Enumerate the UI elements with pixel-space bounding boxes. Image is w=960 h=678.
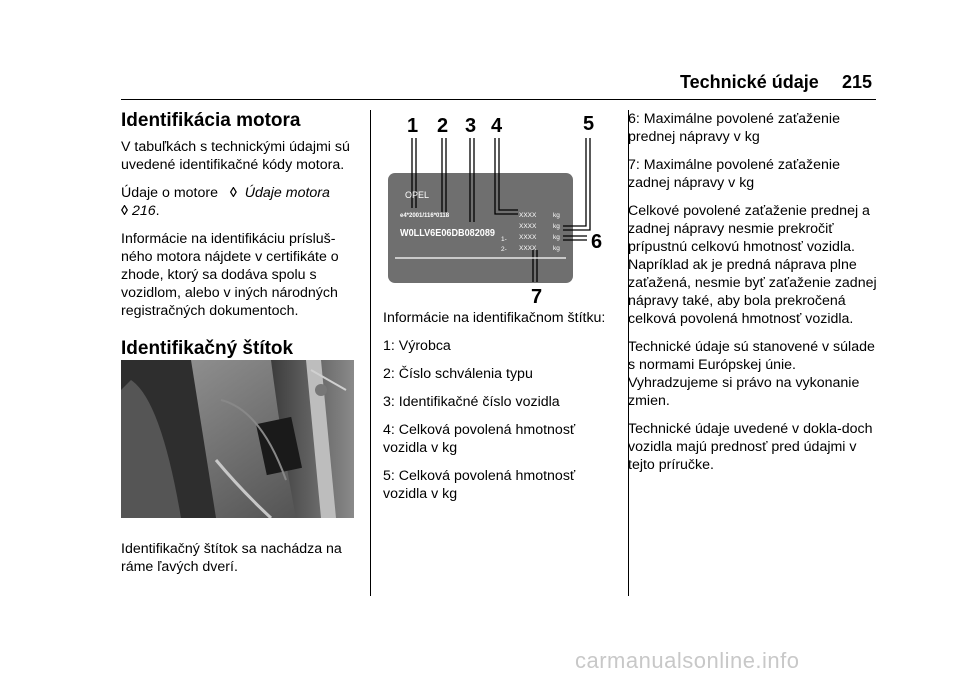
id-plate-diagram [383,110,623,305]
plate-item-2: 2: Číslo schválenia typu [383,366,533,382]
plate-item-7: 7: Maximálne povolené zaťaženie zadnej nápravy v kg [628,157,840,191]
door-frame-photo [121,360,354,518]
plate-item-3: 3: Identifikačné číslo vozidla [383,394,560,410]
page-number: 215 [842,72,873,92]
plate-item-1: 1: Výrobca [383,338,451,354]
plate-weight-4: XXXX [519,245,537,252]
callout-6: 6 [591,231,603,253]
column-1 [121,110,359,366]
callout-3: 3 [465,115,477,137]
plate-axle-2: 2- [501,246,507,253]
plate-intro: Informácie na identifikačnom štítku: [383,310,606,326]
column-2-text [383,309,623,513]
plate-weight-1: XXXX [519,212,537,219]
plate-item-6: 6: Maximálne povolené zaťaženie prednej nápravy v kg [628,111,840,145]
watermark: carmanualsonline.info [575,648,800,673]
section-heading-id-plate: Identifikačný štítok [121,338,294,359]
plate-axle-1: 1- [501,236,507,243]
callout-5: 5 [583,113,595,135]
xref-arrow-icon: ◊ [229,185,237,201]
id-plate-svg [383,110,623,305]
photo-caption: Identifikačný štítok sa nachádza na ráme ľavých dverí. [121,541,342,575]
chapter-title: Technické údaje [680,72,819,92]
page-header [0,0,960,100]
xref-arrow-icon: ◊ [121,203,129,219]
plate-brand: OPEL [405,190,430,200]
column-divider-1 [370,110,371,596]
plate-weight-3: XXXX [519,234,537,241]
door-frame-illustration [121,360,354,518]
plate-unit-2: kg [553,223,560,230]
xref-page-link[interactable]: 216 [131,203,156,219]
plate-vin: W0LLV6E06DB082089 [400,228,496,239]
plate-approval: e4*2001/116*0118 [400,213,450,219]
callout-7: 7 [531,286,543,305]
xref-prefix: Údaje o motore [121,185,218,201]
header-divider [121,99,876,100]
axle-load-paragraph: Celkové povolené zaťaženie prednej a zadnej nápravy nesmie prekročiť prípustnú celkovú hmotnosť vozidla. Napríklad ak je predná náprava plne zaťažená, nesmie byť zaťaženie zadnej nápravy také, aby bola prekročená celková povolená hmotnosť vozidla. [628,203,877,327]
engine-certificate-paragraph: Informácie na identifikáciu prísluš-ného motora nájdete v certifikáte o zhode, ktorý sa dodáva spolu s vozidlom, alebo v iných národných registračných dokumentoch. [121,231,339,319]
engine-data-xref: Údaje o motore ◊ Údaje motora ◊ 216. [121,185,330,219]
plate-unit-1: kg [553,212,560,219]
section-heading-engine-id: Identifikácia motora [121,110,301,131]
engine-id-paragraph: V tabuľkách s technickými údajmi sú uvedené identifikačné kódy motora. [121,139,350,173]
callout-4: 4 [491,115,503,137]
callout-2: 2 [437,115,449,137]
documents-priority-paragraph: Technické údaje uvedené v dokla-doch vozidla majú prednosť pred údajmi v tejto príručke. [628,421,873,473]
callout-1: 1 [407,115,419,137]
plate-unit-4: kg [553,245,560,252]
plate-weight-2: XXXX [519,223,537,230]
eu-standards-paragraph: Technické údaje sú stanovené v súlade s normami Európskej únie. Vyhradzujeme si právo na vykonanie zmien. [628,339,875,409]
xref-link-engine-data[interactable]: Údaje motora [244,185,330,201]
plate-item-5: 5: Celková povolená hmotnosť vozidla v kg [383,468,576,502]
plate-item-4: 4: Celková povolená hmotnosť vozidla v kg [383,422,576,456]
plate-unit-3: kg [553,234,560,241]
column-3 [628,110,878,484]
